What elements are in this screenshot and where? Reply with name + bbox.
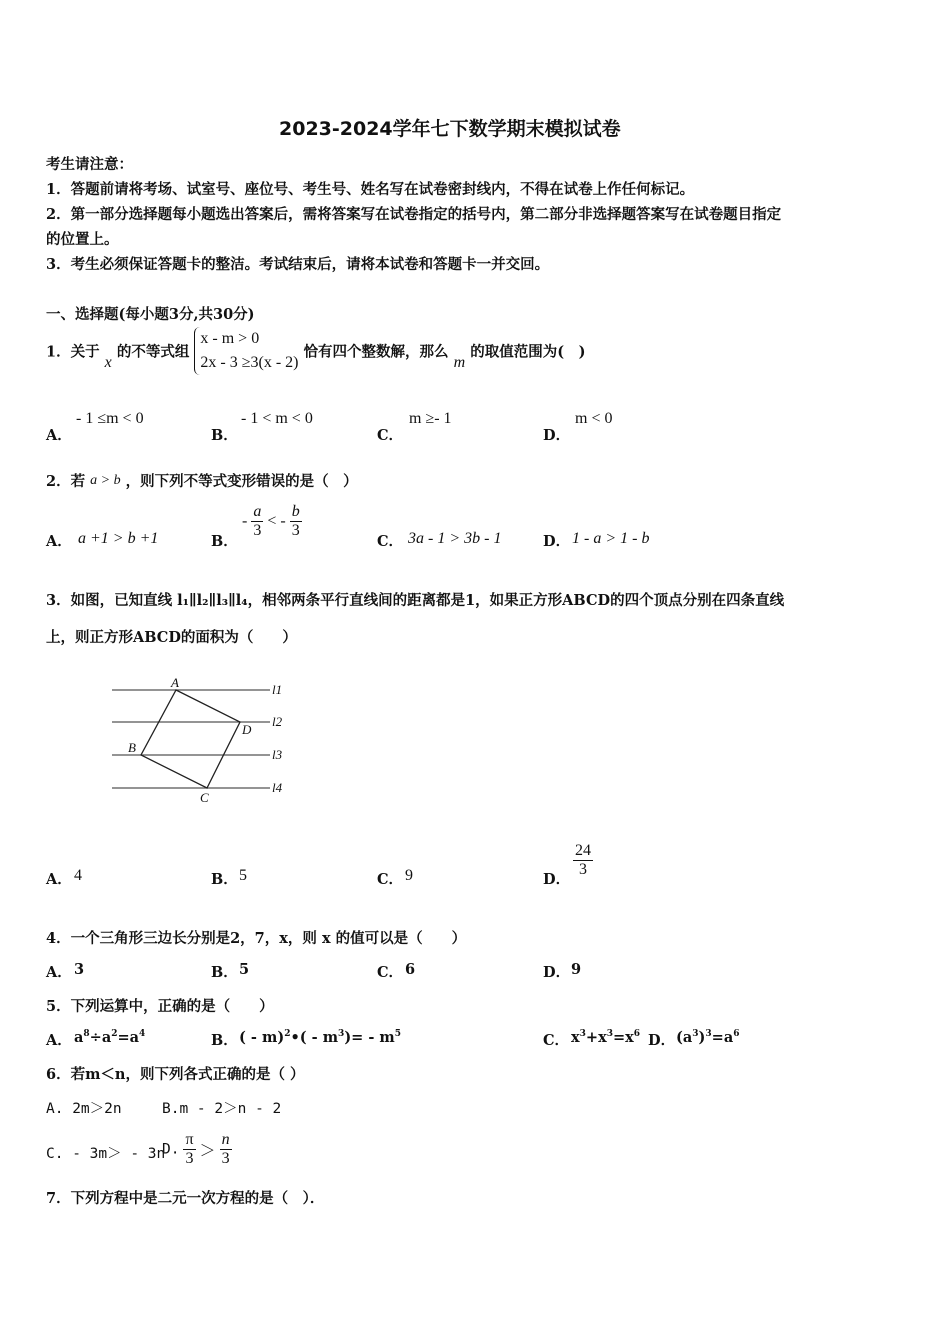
q1-option-c: m ≥- 1 <box>409 410 452 427</box>
q1-inequality-system <box>194 327 298 375</box>
q3-option-d <box>573 842 593 879</box>
label-c: C <box>200 790 209 805</box>
q6-d-den2: 3 <box>221 1150 230 1167</box>
q4-option-c: 6 <box>405 961 416 978</box>
q1-option-d: m < 0 <box>575 410 613 427</box>
notice-item-3: 3．考生必须保证答题卡的整洁。考试结束后，请将本试卷和答题卡一并交回。 <box>46 256 550 273</box>
q5-option-d: $(a^3)^3=a^6$ <box>676 1029 740 1046</box>
label-l4: l4 <box>272 780 283 795</box>
page-title: 2023-2024学年七下数学期末模拟试卷 <box>279 118 621 140</box>
q5-option-b-label: B． <box>211 1032 238 1049</box>
q3-stem-line1: 3．如图，已知直线 l₁∥l₂∥l₃∥l₄，相邻两条平行直线间的距离都是1，如果正方形ABCD的四个顶点分别在四条直线 <box>46 592 785 609</box>
q2-b-num2: b <box>291 503 300 520</box>
q3-option-b-label: B． <box>211 871 238 888</box>
q1-mid: 的不等式组 <box>116 343 190 361</box>
q2-b-frac1 <box>251 503 263 540</box>
q1-var-x: x <box>104 354 112 371</box>
q3-stem-line2: 上，则正方形ABCD的面积为（ ） <box>46 629 297 646</box>
q5-option-a-label: A． <box>46 1032 72 1049</box>
q2-stem <box>46 470 358 491</box>
notice-item-1: 1．答题前请将考场、试室号、座位号、考生号、姓名写在试卷密封线内，不得在试卷上作任何标记。 <box>46 181 695 198</box>
q1-post2: 的取值范围为( ) <box>470 343 586 361</box>
q4-option-c-label: C． <box>377 964 404 981</box>
notice-item-2: 2．第一部分选择题每小题选出答案后，需将答案写在试卷指定的括号内，第二部分非选择题答案写在试卷题目指定 <box>46 206 782 223</box>
q2-option-c-label: C． <box>377 533 404 550</box>
q2-b-mid: < - <box>267 512 286 530</box>
q4-stem: 4．一个三角形三边长分别是2，7，x，则 x 的值可以是（ ） <box>46 930 467 947</box>
q3-d-num: 24 <box>575 842 591 859</box>
notice-heading: 考生请注意： <box>46 156 133 173</box>
q5-option-b: ( - m)$^2$•( - $m^3)= - m^5$ <box>239 1029 402 1046</box>
q6-d-num2: n <box>221 1131 230 1148</box>
label-l1: l1 <box>272 682 283 697</box>
q1-option-a: - 1 ≤m < 0 <box>76 410 144 427</box>
q4-option-d-label: D． <box>543 964 571 981</box>
q6-d-label: D. <box>162 1141 180 1158</box>
q1-sys-line1: x - m > 0 <box>200 330 260 347</box>
q2-option-b <box>242 503 302 540</box>
label-l3: l3 <box>272 747 283 762</box>
section-heading: 一、选择题(每小题3分,共30分) <box>46 306 255 323</box>
q1-pre: 1．关于 <box>46 343 100 361</box>
q2-option-d: 1 - a > 1 - b <box>572 530 650 547</box>
q3-option-c: 9 <box>405 867 413 884</box>
q6-d-frac2 <box>220 1131 232 1168</box>
q1-option-c-label: C． <box>377 427 404 444</box>
label-d: D <box>242 722 252 737</box>
label-l2: l2 <box>272 714 283 729</box>
q6-option-a: A. 2m＞2n <box>46 1101 122 1117</box>
q2-pre: 2．若 <box>46 473 86 490</box>
q4-option-b: 5 <box>239 961 250 978</box>
q6-d-den1: 3 <box>185 1150 194 1167</box>
q2-condition: a > b <box>90 473 121 488</box>
q4-option-d: 9 <box>571 961 582 978</box>
q5-stem: 5．下列运算中，正确的是（ ） <box>46 998 274 1015</box>
q3-option-b: 5 <box>239 867 247 884</box>
square-abcd <box>141 690 240 788</box>
q1-option-b: - 1 < m < 0 <box>241 410 313 427</box>
q4-option-a-label: A． <box>46 964 72 981</box>
q6-d-frac1 <box>183 1131 195 1168</box>
q2-b-num1: a <box>253 503 262 520</box>
q6-option-c: C. - 3m＞ - 3n <box>46 1146 166 1162</box>
q3-option-a-label: A． <box>46 871 72 888</box>
q5-option-c: $x^3+x^3=x^6$ <box>571 1029 641 1046</box>
q3-option-a: 4 <box>74 867 82 884</box>
q2-option-d-label: D． <box>543 533 571 550</box>
q5-option-a: $a^8\div a^2=a^4$ <box>74 1029 146 1046</box>
q2-option-a-label: A． <box>46 533 72 550</box>
q6-option-d <box>162 1131 232 1168</box>
q4-option-a: 3 <box>74 961 85 978</box>
q5-option-d-label: D． <box>648 1032 676 1049</box>
q2-option-a: a +1 > b +1 <box>78 530 159 547</box>
q2-option-c: 3a - 1 > 3b - 1 <box>408 530 502 547</box>
q1-sys-line2: 2x - 3 ≥3(x - 2) <box>200 354 299 371</box>
q2-b-frac2 <box>290 503 302 540</box>
q1-option-b-label: B． <box>211 427 238 444</box>
q1-option-a-label: A． <box>46 427 72 444</box>
q3-option-d-label: D． <box>543 871 571 888</box>
q3-figure <box>100 672 300 812</box>
q5-option-c-label: C． <box>543 1032 570 1049</box>
q6-d-num1: π <box>185 1131 194 1148</box>
q6-d-gt: ＞ <box>199 1143 216 1160</box>
label-b: B <box>128 740 136 755</box>
q2-b-minus1: - <box>242 512 248 530</box>
q3-d-den: 3 <box>579 861 587 878</box>
q2-b-den1: 3 <box>253 522 262 539</box>
q2-b-den2: 3 <box>291 522 300 539</box>
q2-post: ，则下列不等式变形错误的是（ ） <box>125 473 358 490</box>
q1-var-m: m <box>453 354 466 371</box>
q1-post: 恰有四个整数解，那么 <box>303 343 449 361</box>
q6-option-b: B.m - 2＞n - 2 <box>162 1101 282 1117</box>
q6-stem: 6．若m＜n，则下列各式正确的是（ ） <box>46 1066 305 1083</box>
q4-option-b-label: B． <box>211 964 238 981</box>
q2-option-b-label: B． <box>211 533 238 550</box>
label-a: A <box>171 675 179 690</box>
q3-option-c-label: C． <box>377 871 404 888</box>
q1-stem <box>46 327 585 379</box>
q7-stem: 7．下列方程中是二元一次方程的是（ ）． <box>46 1190 325 1207</box>
q1-option-d-label: D． <box>543 427 571 444</box>
notice-item-2-cont: 的位置上。 <box>46 231 119 248</box>
